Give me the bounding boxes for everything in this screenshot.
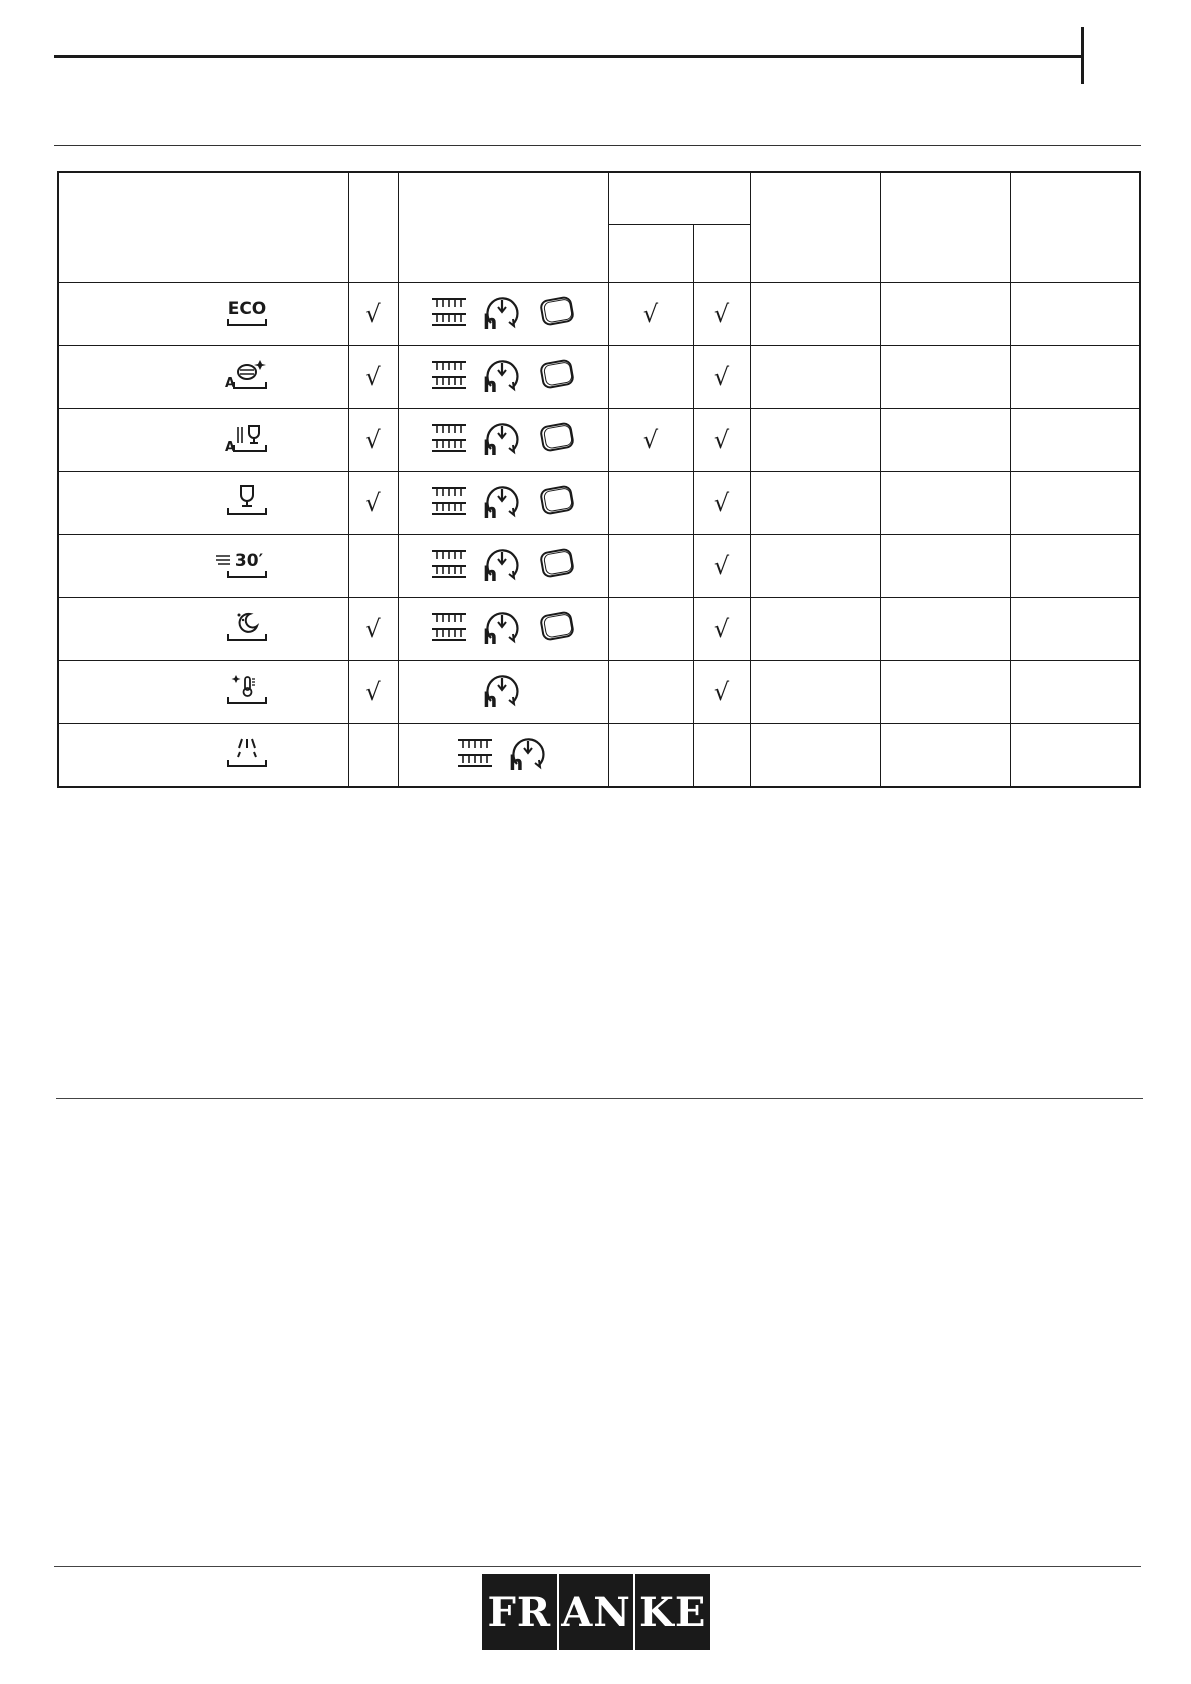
half-load-icon — [429, 548, 469, 584]
col1-cell — [348, 409, 398, 472]
table-row — [58, 598, 1140, 661]
check-mark: √ — [642, 300, 659, 328]
check-mark: √ — [365, 615, 381, 643]
table-row — [58, 409, 1140, 472]
col7-cell — [1010, 661, 1140, 724]
option-icons — [481, 671, 525, 713]
header-cell-col7 — [1010, 172, 1140, 283]
half-load-icon — [429, 296, 469, 332]
col1-cell — [348, 283, 398, 346]
col6-cell — [880, 346, 1010, 409]
svg-text:A: A — [224, 376, 235, 391]
check-mark: √ — [713, 426, 730, 454]
svg-text:h: h — [483, 625, 498, 646]
half-load-icon — [429, 611, 469, 647]
col5-cell — [750, 598, 880, 661]
col1-cell — [348, 598, 398, 661]
col7-cell — [1010, 283, 1140, 346]
delayed-start-icon — [481, 545, 525, 587]
col3-cell — [608, 346, 693, 409]
table-header-row — [58, 172, 1140, 225]
col3-cell — [608, 472, 693, 535]
delayed-start-icon — [481, 608, 525, 650]
check-mark: √ — [713, 552, 730, 580]
col1-cell — [348, 472, 398, 535]
header-corner-tick — [1081, 27, 1084, 84]
programme-table — [57, 171, 1141, 788]
svg-text:A: A — [224, 440, 235, 455]
header-cell-col1 — [348, 172, 398, 283]
check-mark: √ — [365, 363, 381, 391]
half-load-icon — [455, 737, 495, 773]
col5-cell — [750, 409, 880, 472]
table-row — [58, 472, 1140, 535]
col4-cell — [693, 598, 750, 661]
table-row — [58, 283, 1140, 346]
col5-cell — [750, 283, 880, 346]
check-mark: √ — [365, 426, 381, 454]
franke-logo — [482, 1574, 710, 1650]
header-cell-col6 — [880, 172, 1010, 283]
check-mark: √ — [365, 300, 381, 328]
program-cell — [58, 409, 348, 472]
program-cell — [58, 472, 348, 535]
subheader-cell-a — [608, 225, 693, 283]
program-cell — [58, 724, 348, 788]
logo-segment: AN — [559, 1574, 636, 1650]
subheader-cell-b — [693, 225, 750, 283]
delayed-start-icon — [481, 293, 525, 335]
logo-segment: KE — [639, 1588, 707, 1636]
header-rule — [54, 55, 1084, 58]
half-load-icon — [429, 359, 469, 395]
delayed-start-icon — [481, 419, 525, 461]
options-cell — [398, 409, 608, 472]
col5-cell — [750, 724, 880, 788]
tablet-icon — [537, 358, 577, 396]
col3-cell — [608, 409, 693, 472]
svg-text:30′: 30′ — [234, 551, 263, 571]
header-cell-group — [608, 172, 750, 225]
header-cell-options — [398, 172, 608, 283]
col3-cell — [608, 283, 693, 346]
svg-text:ECO: ECO — [227, 299, 266, 319]
option-icons — [429, 545, 577, 587]
svg-text:h: h — [483, 688, 498, 709]
col3-cell — [608, 661, 693, 724]
svg-text:h: h — [509, 751, 524, 772]
delayed-start-icon — [507, 734, 551, 776]
check-mark: √ — [365, 489, 381, 517]
program-cell — [58, 346, 348, 409]
tablet-icon — [537, 610, 577, 648]
delayed-start-icon — [481, 482, 525, 524]
tablet-icon — [537, 484, 577, 522]
col5-cell — [750, 661, 880, 724]
check-mark: √ — [713, 300, 730, 328]
header-cell-col5 — [750, 172, 880, 283]
col4-cell — [693, 409, 750, 472]
col3-cell — [608, 535, 693, 598]
auto-normal-icon — [224, 421, 270, 459]
col3-cell — [608, 598, 693, 661]
tablet-icon — [537, 421, 577, 459]
tablet-icon — [537, 295, 577, 333]
options-cell — [398, 724, 608, 788]
half-load-icon — [429, 485, 469, 521]
program-cell — [58, 283, 348, 346]
prewash-icon — [224, 736, 270, 774]
option-icons — [429, 482, 577, 524]
options-cell — [398, 472, 608, 535]
check-mark: √ — [713, 363, 730, 391]
col7-cell — [1010, 346, 1140, 409]
col6-cell — [880, 409, 1010, 472]
col5-cell — [750, 472, 880, 535]
option-icons — [455, 734, 551, 776]
section-divider-top — [54, 145, 1141, 146]
night-program-icon — [224, 610, 270, 648]
col7-cell — [1010, 598, 1140, 661]
col7-cell — [1010, 724, 1140, 788]
option-icons — [429, 356, 577, 398]
svg-text:h: h — [483, 310, 498, 331]
col1-cell — [348, 535, 398, 598]
section-divider-middle — [56, 1098, 1143, 1099]
col1-cell — [348, 661, 398, 724]
options-cell — [398, 346, 608, 409]
option-icons — [429, 419, 577, 461]
logo-segment: FR — [482, 1574, 559, 1650]
col4-cell — [693, 661, 750, 724]
col6-cell — [880, 472, 1010, 535]
col6-cell — [880, 724, 1010, 788]
options-cell — [398, 283, 608, 346]
options-cell — [398, 661, 608, 724]
check-mark: √ — [642, 426, 659, 454]
delayed-start-icon — [481, 671, 525, 713]
check-mark: √ — [713, 678, 730, 706]
col7-cell — [1010, 472, 1140, 535]
table-row — [58, 724, 1140, 788]
check-mark: √ — [713, 615, 730, 643]
table-row — [58, 346, 1140, 409]
quick-30-icon — [214, 547, 270, 585]
tablet-icon — [537, 547, 577, 585]
col6-cell — [880, 598, 1010, 661]
col6-cell — [880, 661, 1010, 724]
table-row — [58, 661, 1140, 724]
options-cell — [398, 535, 608, 598]
col5-cell — [750, 535, 880, 598]
header-cell-program — [58, 172, 348, 283]
col4-cell — [693, 535, 750, 598]
program-cell — [58, 535, 348, 598]
col6-cell — [880, 283, 1010, 346]
col1-cell — [348, 724, 398, 788]
options-cell — [398, 598, 608, 661]
eco-program-icon — [224, 295, 270, 333]
auto-intensive-icon — [224, 358, 270, 396]
col4-cell — [693, 283, 750, 346]
footer-rule — [54, 1566, 1141, 1567]
delicate-glass-icon — [224, 484, 270, 522]
program-cell — [58, 661, 348, 724]
col5-cell — [750, 346, 880, 409]
program-cell — [58, 598, 348, 661]
col7-cell — [1010, 409, 1140, 472]
col3-cell — [608, 724, 693, 788]
hygiene-program-icon — [224, 673, 270, 711]
svg-text:h: h — [483, 562, 498, 583]
option-icons — [429, 608, 577, 650]
option-icons — [429, 293, 577, 335]
svg-text:h: h — [483, 373, 498, 394]
check-mark: √ — [713, 489, 730, 517]
table-row — [58, 535, 1140, 598]
col6-cell — [880, 535, 1010, 598]
col4-cell — [693, 724, 750, 788]
half-load-icon — [429, 422, 469, 458]
delayed-start-icon — [481, 356, 525, 398]
col4-cell — [693, 472, 750, 535]
svg-text:h: h — [483, 436, 498, 457]
col7-cell — [1010, 535, 1140, 598]
col1-cell — [348, 346, 398, 409]
check-mark: √ — [365, 678, 381, 706]
svg-text:h: h — [483, 499, 498, 520]
col4-cell — [693, 346, 750, 409]
